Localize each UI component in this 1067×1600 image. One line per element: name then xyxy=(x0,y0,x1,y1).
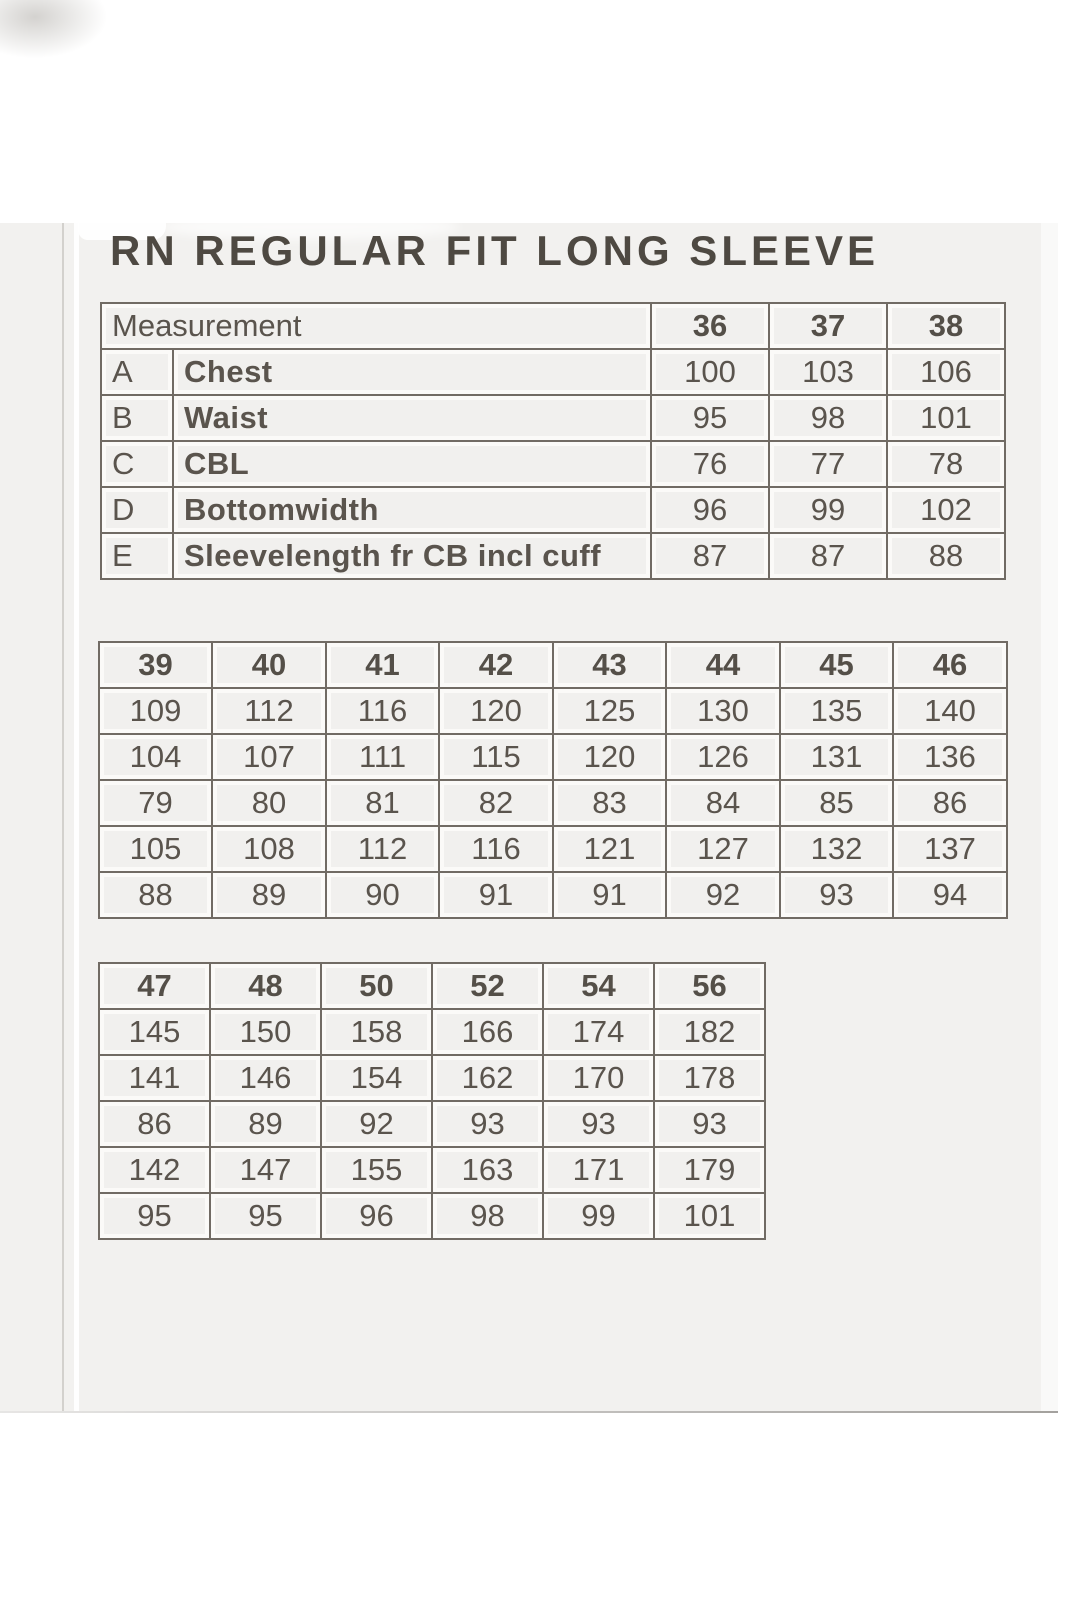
row-letter-cell: C xyxy=(101,441,173,487)
size-table-39-46 xyxy=(98,641,1008,919)
size-table-36-38 xyxy=(100,302,1006,580)
label-fold-highlight xyxy=(74,223,79,1411)
table-row xyxy=(101,395,1005,441)
value-cell: 89 xyxy=(210,1101,321,1147)
value-cell: 127 xyxy=(666,826,780,872)
value-cell: 96 xyxy=(321,1193,432,1239)
value-cell: 115 xyxy=(439,734,553,780)
value-cell: 174 xyxy=(543,1009,654,1055)
value-cell: 178 xyxy=(654,1055,765,1101)
value-cell: 130 xyxy=(666,688,780,734)
value-cell: 142 xyxy=(99,1147,210,1193)
value-cell: 112 xyxy=(326,826,439,872)
table-row xyxy=(99,963,765,1009)
size-header-cell: 47 xyxy=(99,963,210,1009)
value-cell: 155 xyxy=(321,1147,432,1193)
value-cell: 95 xyxy=(651,395,769,441)
value-cell: 147 xyxy=(210,1147,321,1193)
value-cell: 91 xyxy=(439,872,553,918)
value-cell: 106 xyxy=(887,349,1005,395)
size-header-cell: 42 xyxy=(439,642,553,688)
value-cell: 76 xyxy=(651,441,769,487)
size-header-cell: 45 xyxy=(780,642,893,688)
table-row xyxy=(99,642,1007,688)
table-row xyxy=(101,533,1005,579)
row-label-cell: Bottomwidth xyxy=(173,487,651,533)
value-cell: 91 xyxy=(553,872,666,918)
size-header-cell: 38 xyxy=(887,303,1005,349)
value-cell: 105 xyxy=(99,826,212,872)
row-letter-cell: D xyxy=(101,487,173,533)
value-cell: 126 xyxy=(666,734,780,780)
value-cell: 171 xyxy=(543,1147,654,1193)
size-header-cell: 43 xyxy=(553,642,666,688)
row-label-cell: Waist xyxy=(173,395,651,441)
value-cell: 121 xyxy=(553,826,666,872)
row-letter-cell: E xyxy=(101,533,173,579)
value-cell: 82 xyxy=(439,780,553,826)
size-header-cell: 36 xyxy=(651,303,769,349)
size-header-cell: 39 xyxy=(99,642,212,688)
table-row xyxy=(101,487,1005,533)
size-header-cell: 50 xyxy=(321,963,432,1009)
value-cell: 93 xyxy=(654,1101,765,1147)
table-row xyxy=(99,1101,765,1147)
table-row xyxy=(99,688,1007,734)
value-cell: 99 xyxy=(543,1193,654,1239)
value-cell: 101 xyxy=(887,395,1005,441)
table-row xyxy=(99,1055,765,1101)
value-cell: 162 xyxy=(432,1055,543,1101)
size-header-cell: 46 xyxy=(893,642,1007,688)
value-cell: 81 xyxy=(326,780,439,826)
value-cell: 80 xyxy=(212,780,326,826)
value-cell: 154 xyxy=(321,1055,432,1101)
value-cell: 116 xyxy=(326,688,439,734)
value-cell: 104 xyxy=(99,734,212,780)
table-row xyxy=(101,303,1005,349)
value-cell: 102 xyxy=(887,487,1005,533)
size-table-47-56 xyxy=(98,962,766,1240)
value-cell: 109 xyxy=(99,688,212,734)
row-letter-cell: A xyxy=(101,349,173,395)
value-cell: 125 xyxy=(553,688,666,734)
size-header-cell: 56 xyxy=(654,963,765,1009)
value-cell: 98 xyxy=(432,1193,543,1239)
value-cell: 79 xyxy=(99,780,212,826)
page-title: RN REGULAR FIT LONG SLEEVE xyxy=(110,227,880,274)
size-header-cell: 41 xyxy=(326,642,439,688)
label-bottom-edge xyxy=(0,1411,1058,1413)
size-header-cell: 54 xyxy=(543,963,654,1009)
table-row xyxy=(99,826,1007,872)
table-row xyxy=(99,1009,765,1055)
value-cell: 136 xyxy=(893,734,1007,780)
value-cell: 99 xyxy=(769,487,887,533)
label-fold-shadow xyxy=(62,223,64,1411)
value-cell: 88 xyxy=(887,533,1005,579)
value-cell: 92 xyxy=(666,872,780,918)
value-cell: 89 xyxy=(212,872,326,918)
value-cell: 77 xyxy=(769,441,887,487)
value-cell: 108 xyxy=(212,826,326,872)
table-row xyxy=(99,780,1007,826)
value-cell: 132 xyxy=(780,826,893,872)
value-cell: 140 xyxy=(893,688,1007,734)
value-cell: 93 xyxy=(432,1101,543,1147)
table-row xyxy=(99,1147,765,1193)
value-cell: 83 xyxy=(553,780,666,826)
table-row xyxy=(101,441,1005,487)
value-cell: 116 xyxy=(439,826,553,872)
table-row xyxy=(99,872,1007,918)
value-cell: 166 xyxy=(432,1009,543,1055)
value-cell: 93 xyxy=(543,1101,654,1147)
value-cell: 146 xyxy=(210,1055,321,1101)
row-label-cell: Chest xyxy=(173,349,651,395)
value-cell: 150 xyxy=(210,1009,321,1055)
value-cell: 92 xyxy=(321,1101,432,1147)
value-cell: 170 xyxy=(543,1055,654,1101)
measurement-header-cell: Measurement xyxy=(101,303,651,349)
label-right-edge xyxy=(1041,223,1058,1411)
size-header-cell: 37 xyxy=(769,303,887,349)
value-cell: 87 xyxy=(651,533,769,579)
value-cell: 120 xyxy=(553,734,666,780)
value-cell: 85 xyxy=(780,780,893,826)
table-row xyxy=(99,1193,765,1239)
row-label-cell: Sleevelength fr CB incl cuff xyxy=(173,533,651,579)
value-cell: 135 xyxy=(780,688,893,734)
size-header-cell: 44 xyxy=(666,642,780,688)
value-cell: 120 xyxy=(439,688,553,734)
value-cell: 137 xyxy=(893,826,1007,872)
value-cell: 179 xyxy=(654,1147,765,1193)
table-row xyxy=(101,349,1005,395)
value-cell: 88 xyxy=(99,872,212,918)
value-cell: 141 xyxy=(99,1055,210,1101)
row-letter-cell: B xyxy=(101,395,173,441)
size-header-cell: 48 xyxy=(210,963,321,1009)
value-cell: 95 xyxy=(99,1193,210,1239)
value-cell: 112 xyxy=(212,688,326,734)
table-row xyxy=(99,734,1007,780)
value-cell: 87 xyxy=(769,533,887,579)
value-cell: 94 xyxy=(893,872,1007,918)
value-cell: 100 xyxy=(651,349,769,395)
value-cell: 131 xyxy=(780,734,893,780)
value-cell: 93 xyxy=(780,872,893,918)
value-cell: 158 xyxy=(321,1009,432,1055)
value-cell: 98 xyxy=(769,395,887,441)
value-cell: 78 xyxy=(887,441,1005,487)
value-cell: 111 xyxy=(326,734,439,780)
value-cell: 101 xyxy=(654,1193,765,1239)
size-header-cell: 40 xyxy=(212,642,326,688)
photo-corner-shadow xyxy=(0,0,110,60)
value-cell: 103 xyxy=(769,349,887,395)
value-cell: 107 xyxy=(212,734,326,780)
row-label-cell: CBL xyxy=(173,441,651,487)
value-cell: 86 xyxy=(893,780,1007,826)
value-cell: 86 xyxy=(99,1101,210,1147)
value-cell: 96 xyxy=(651,487,769,533)
size-header-cell: 52 xyxy=(432,963,543,1009)
value-cell: 145 xyxy=(99,1009,210,1055)
value-cell: 95 xyxy=(210,1193,321,1239)
value-cell: 90 xyxy=(326,872,439,918)
value-cell: 163 xyxy=(432,1147,543,1193)
value-cell: 84 xyxy=(666,780,780,826)
value-cell: 182 xyxy=(654,1009,765,1055)
